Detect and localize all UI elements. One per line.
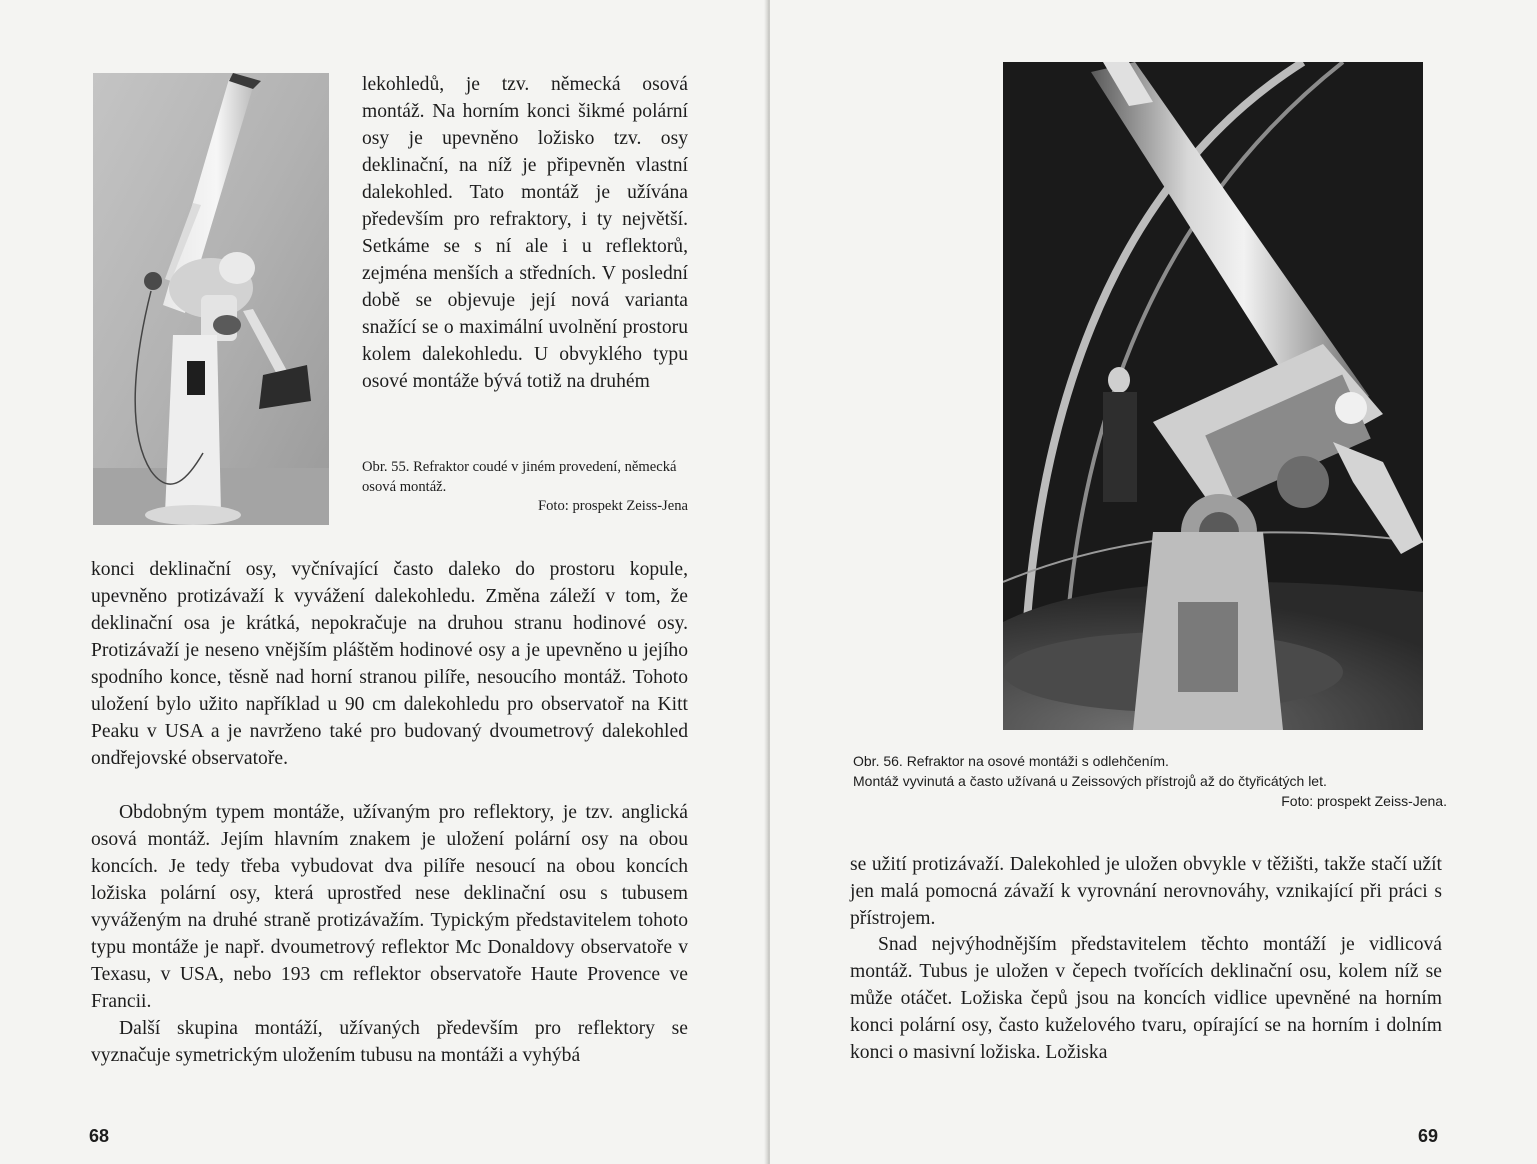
caption-text: Obr. 55. Refraktor coudé v jiném provedení, německá osová montáž.	[362, 459, 677, 495]
intro-text: lekohledů, je tzv. německá osová montáž. Na horním konci šikmé polární osy je upevněno ložisko tzv. osy deklinační, na níž je připevněn vlastní dalekohled. Tato montáž je užívána především pro refraktory, i ty největší. Setkáme se s ní ale i u reflektorů, zejména menších a středních. V poslední době se objevuje její nová varianta snažící se o maximální uvolnění prostoru kolem dalekohledu. U obvyklého typu osové montáže bývá totiž na druhém	[362, 74, 688, 392]
right-page	[770, 0, 1537, 1164]
photo-credit: Foto: prospekt Zeiss-Jena.	[1281, 792, 1447, 809]
figure-55-caption	[362, 458, 688, 517]
figure-55-photo	[93, 73, 329, 525]
page-number-left: 68	[89, 1126, 110, 1146]
paragraph-3: Další skupina montáží, užívaných především pro reflektory se vyznačuje symetrickým uložením tubusu na montáži a vyhýbá	[91, 1018, 688, 1066]
caption-line-2: Montáž vyvinutá a často užívaná u Zeissových přístrojů až do čtyřicátých let.	[853, 772, 1327, 789]
paragraph-2: Obdobným typem montáže, užívaným pro reflektory, je tzv. anglická osová montáž. Jejím hlavním znakem je uložení polární osy na obou koncích. Je tedy třeba vybudovat dva pilíře nesoucí na obou koncích ložiska polární osy, která uprostřed nese deklinační osu s tubusem vyváženým na druhé straně protizávažím. Typickým představitelem tohoto typu montáže je např. dvoumetrový reflektor Mc Donaldovy observatoře v Texasu, v USA, nebo 193 cm reflektor observatoře Haute Provence ve Francii.	[91, 802, 688, 1012]
figure-56-photo	[1003, 62, 1423, 730]
paragraph-1: konci deklinační osy, vyčnívající často daleko do prostoru kopule, upevněno protizávaží k vyvážení dalekohledu. Změna záleží v tom, že deklinační osa je krátká, nepokračuje na druhou stranu hodinové osy. Protizávaží je neseno vnějším pláštěm hodinové osy a je upevněno u jejího spodního konce, těsně nad horní stranou pilíře, nesoucího montáž. Tohoto uložení bylo užito například u 90 cm dalekohledu pro observatoř na Kitt Peaku v USA a je navrženo také pro budovaný dvoumetrový dalekohled ondřejovské observatoře.	[91, 559, 688, 769]
paragraph-1: se užití protizávaží. Dalekohled je uložen obvykle v těžišti, takže stačí užít jen malá pomocná závaží k vyrovnání nerovnováhy, vznikající při práci s přístrojem.	[850, 854, 1442, 929]
caption-line-1: Obr. 56. Refraktor na osové montáži s odlehčením.	[853, 753, 1169, 769]
photo-credit: Foto: prospekt Zeiss-Jena	[538, 498, 688, 514]
figure-56-caption	[853, 752, 1447, 811]
page-number-right: 69	[1418, 1126, 1439, 1146]
left-page	[0, 0, 768, 1164]
paragraph-2: Snad nejvýhodnějším představitelem těchto montáží je vidlicová montáž. Tubus je uložen v čepech tvořících deklinační osu, kolem níž se může otáčet. Ložiska čepů jsou na koncích vidlice upevněné na horním konci polární osy, často kuželového tvaru, opírající se na horním i dolním konci o masivní ložiska. Ložiska	[850, 934, 1442, 1063]
